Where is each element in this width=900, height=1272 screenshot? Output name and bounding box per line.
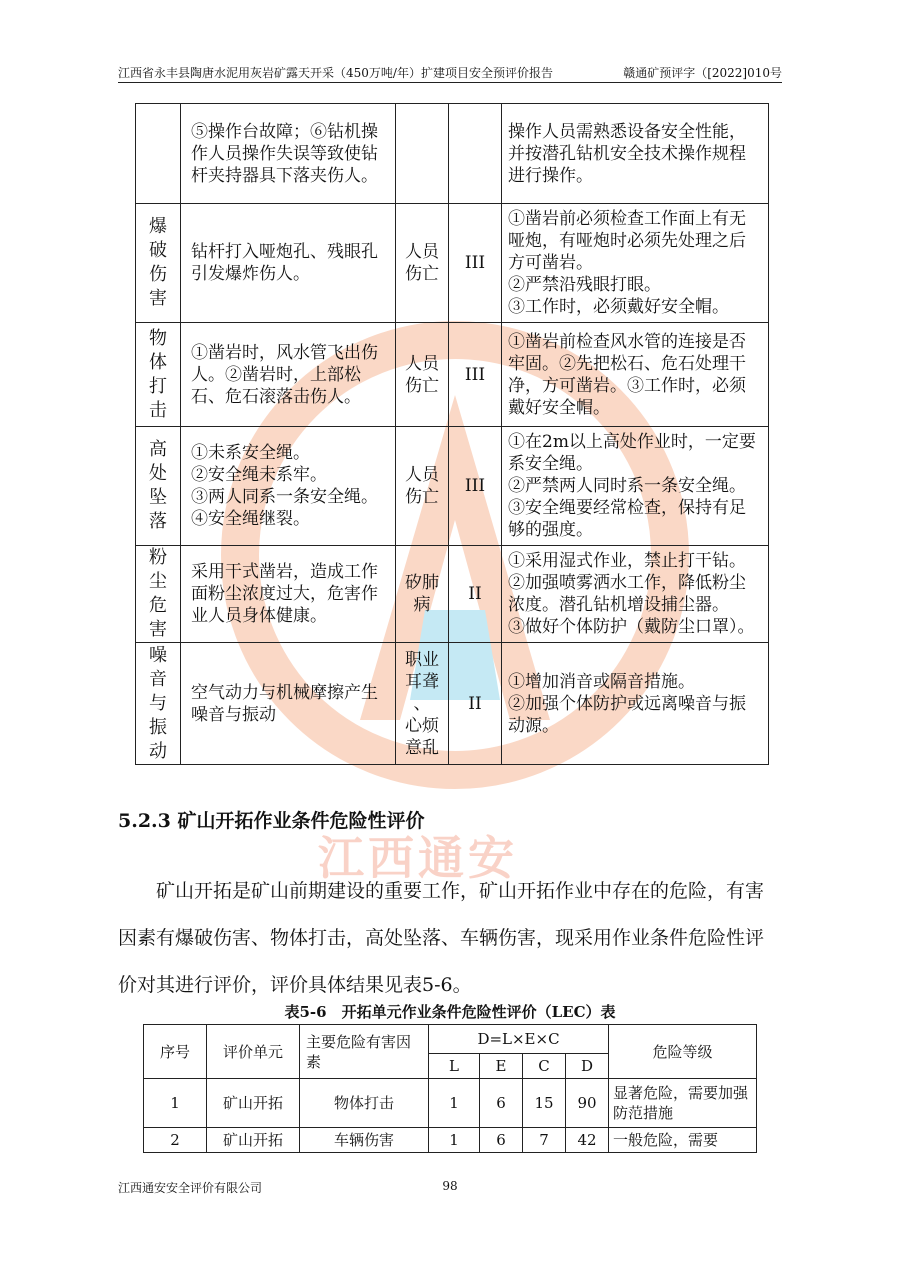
hazard-level: II: [449, 546, 502, 643]
hazard-level: III: [449, 204, 502, 323]
hazard-category: [136, 104, 181, 204]
hazard-category: [136, 204, 181, 323]
table-row: [136, 104, 769, 204]
lec-cell-unit: 矿山开拓: [207, 1079, 300, 1128]
lec-cell-grade: 一般危险，需要: [609, 1128, 757, 1153]
lec-cell-d: 42: [566, 1128, 609, 1153]
hazard-level: II: [449, 643, 502, 765]
lec-cell-e: 6: [480, 1079, 523, 1128]
hazard-category-char: 振: [149, 716, 167, 738]
hazard-category-char: 粉: [149, 547, 167, 568]
hazard-consequence-line: 病: [413, 595, 431, 615]
hazard-cause: 采用干式凿岩，造成工作面粉尘浓度过大，危害作业人员身体健康。: [181, 546, 396, 643]
hazard-category-char: 打: [149, 375, 167, 397]
hazard-category-char: 尘: [149, 571, 167, 592]
lec-table-caption: 表5-6 开拓单元作业条件危险性评价（LEC）表: [284, 1003, 616, 1021]
hazard-consequence-line: 、: [413, 693, 431, 714]
lec-header-c: C: [523, 1054, 566, 1079]
hazard-category-char: 坠: [149, 487, 167, 508]
hazard-consequence-line: 人员: [405, 465, 439, 485]
table-row: [144, 1079, 757, 1128]
hazard-consequence: [396, 104, 449, 204]
hazard-cause: ①未系安全绳。 ②安全绳未系牢。 ③两人同系一条安全绳。 ④安全绳继裂。: [181, 427, 396, 546]
header-doc-number: 赣通矿预评字（[2022]010号: [623, 66, 782, 80]
hazard-category-char: 害: [149, 288, 167, 309]
hazard-category-char: 噪: [149, 644, 167, 666]
hazard-category-char: 处: [149, 463, 167, 484]
page-number: 98: [442, 1179, 458, 1193]
hazard-consequence-line: 矽肺: [405, 573, 439, 593]
lec-cell-e: 6: [480, 1128, 523, 1153]
hazard-consequence-line: 意乱: [405, 737, 439, 758]
hazard-level: III: [449, 427, 502, 546]
hazard-measures: ①增加消音或隔音措施。 ②加强个体防护或远离噪音与振动源。: [502, 643, 769, 765]
hazard-category-char: 高: [149, 439, 167, 460]
watermark-text: 江西通安: [318, 831, 518, 885]
hazard-cause: 空气动力与机械摩擦产生噪音与振动: [181, 643, 396, 765]
lec-header-unit: 评价单元: [207, 1025, 300, 1079]
lec-cell-unit: 矿山开拓: [207, 1128, 300, 1153]
lec-cell-no: 1: [144, 1079, 207, 1128]
hazard-measures: 操作人员需熟悉设备安全性能，并按潜孔钻机安全技术操作规程进行操作。: [502, 104, 769, 204]
hazard-category-char: 害: [149, 619, 167, 640]
hazard-category-char: 动: [149, 740, 167, 762]
hazard-consequence-line: 心烦: [405, 715, 439, 736]
hazard-consequence-line: 伤亡: [405, 375, 439, 396]
hazard-consequence: [396, 546, 449, 643]
table-row: [136, 427, 769, 546]
hazard-cause: ①凿岩时，风水管飞出伤人。②凿岩时，上部松石、危石滚落击伤人。: [181, 323, 396, 427]
hazard-measures: ①在2m以上高处作业时，一定要系安全绳。 ②严禁两人同时系一条安全绳。 ③安全绳要经常检查，保持有足够的强度。: [502, 427, 769, 546]
hazard-consequence: [396, 323, 449, 427]
hazard-consequence-line: 伤亡: [405, 487, 439, 507]
hazard-consequence-line: 职业: [405, 649, 439, 670]
hazard-category: [136, 427, 181, 546]
lec-cell-d: 90: [566, 1079, 609, 1128]
hazard-category-char: 体: [149, 351, 167, 373]
lec-cell-l: 1: [429, 1128, 480, 1153]
hazard-table: [135, 103, 769, 765]
lec-header-factor: 主要危险有害因素: [300, 1025, 429, 1079]
header-report-title: 江西省永丰县陶唐水泥用灰岩矿露天开采（450万吨/年）扩建项目安全预评价报告: [118, 66, 553, 80]
hazard-category-char: 落: [149, 511, 167, 532]
hazard-category-char: 爆: [149, 216, 167, 237]
lec-header-d: D: [566, 1054, 609, 1079]
hazard-consequence: [396, 204, 449, 323]
hazard-category: [136, 323, 181, 427]
lec-cell-no: 2: [144, 1128, 207, 1153]
table-row: [136, 643, 769, 765]
section-title: 5.2.3 矿山开拓作业条件危险性评价: [118, 810, 425, 832]
lec-cell-l: 1: [429, 1079, 480, 1128]
hazard-consequence-line: 耳聋: [405, 671, 439, 692]
hazard-consequence-line: 人员: [405, 353, 439, 374]
table-row: [144, 1128, 757, 1153]
hazard-cause: ⑤操作台故障；⑥钻机操作人员操作失误等致使钻杆夹持器具下落夹伤人。: [181, 104, 396, 204]
lec-header-grade: 危险等级: [609, 1025, 757, 1079]
hazard-category-char: 危: [149, 595, 167, 616]
table-row: [136, 546, 769, 643]
hazard-level: III: [449, 323, 502, 427]
lec-header-e: E: [480, 1054, 523, 1079]
table-row: [136, 204, 769, 323]
hazard-consequence-line: 人员: [405, 242, 439, 262]
hazard-category-char: 物: [149, 327, 167, 349]
hazard-measures: ①凿岩前检查风水管的连接是否牢固。②先把松石、危石处理干净，方可凿岩。③工作时，必须戴好安全帽。: [502, 323, 769, 427]
table-row: [136, 323, 769, 427]
hazard-consequence-line: 伤亡: [405, 264, 439, 284]
lec-header-formula: D=L×E×C: [429, 1025, 609, 1054]
hazard-measures: ①采用湿式作业，禁止打干钻。 ②加强喷雾洒水工作，降低粉尘浓度。潜孔钻机增设捕尘器。 ③做好个体防护（戴防尘口罩）。: [502, 546, 769, 643]
hazard-consequence: [396, 643, 449, 765]
lec-cell-factor: 车辆伤害: [300, 1128, 429, 1153]
lec-header-row: [144, 1025, 757, 1054]
section-paragraph: [118, 868, 782, 1009]
hazard-measures: ①凿岩前必须检查工作面上有无哑炮，有哑炮时必须先处理之后方可凿岩。 ②严禁沿残眼打眼。 ③工作时，必须戴好安全帽。: [502, 204, 769, 323]
lec-header-l: L: [429, 1054, 480, 1079]
hazard-cause: 钻杆打入哑炮孔、残眼孔引发爆炸伤人。: [181, 204, 396, 323]
footer-company: 江西通安安全评价有限公司: [118, 1181, 263, 1195]
hazard-category: [136, 643, 181, 765]
lec-cell-factor: 物体打击: [300, 1079, 429, 1128]
lec-cell-grade: 显著危险，需要加强防范措施: [609, 1079, 757, 1128]
lec-header-no: 序号: [144, 1025, 207, 1079]
paragraph-text: 矿山开拓是矿山前期建设的重要工作，矿山开拓作业中存在的危险，有害因素有爆破伤害、物体打击，高处坠落、车辆伤害，现采用作业条件危险性评价对其进行评价，评价具体结果见表5-6。: [118, 880, 765, 996]
lec-cell-c: 7: [523, 1128, 566, 1153]
hazard-category-char: 与: [149, 692, 167, 714]
hazard-consequence: [396, 427, 449, 546]
hazard-level: [449, 104, 502, 204]
hazard-category-char: 击: [149, 399, 167, 421]
page-header: [118, 64, 782, 83]
lec-cell-c: 15: [523, 1079, 566, 1128]
hazard-category-char: 音: [149, 668, 167, 690]
hazard-category-char: 破: [149, 240, 167, 261]
hazard-category: [136, 546, 181, 643]
lec-table: [143, 1024, 757, 1153]
hazard-category-char: 伤: [149, 264, 167, 285]
